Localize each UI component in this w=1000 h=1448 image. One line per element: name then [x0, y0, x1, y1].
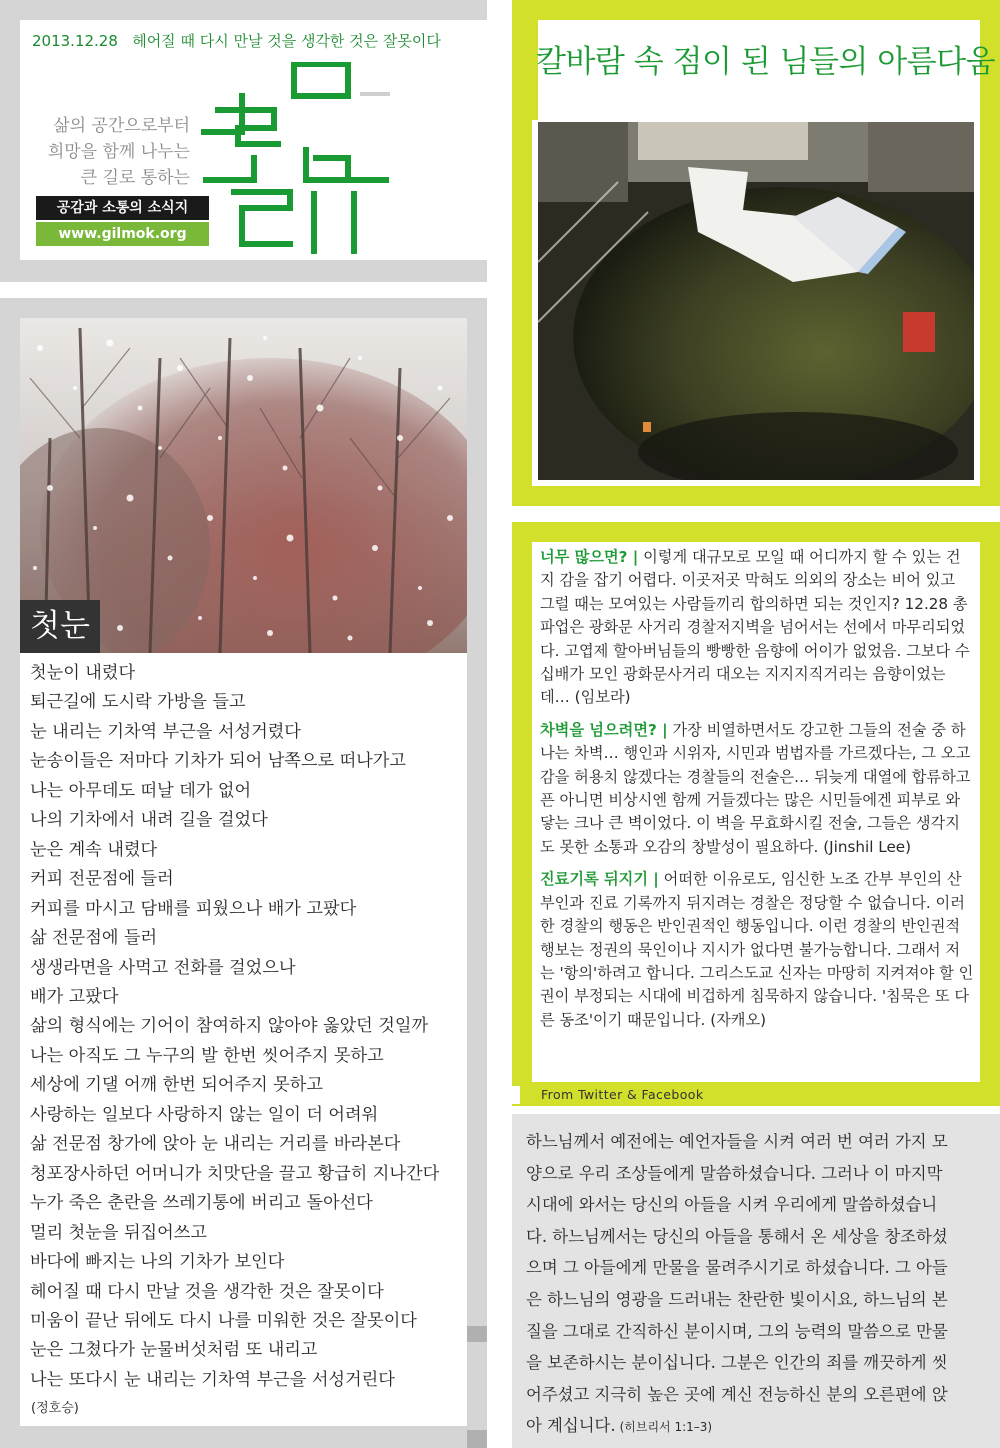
poem-line: 사랑하는 일보다 사랑하지 않는 일이 더 어려워 — [30, 1104, 379, 1125]
poem-line: 삶 전문점 창가에 앉아 눈 내리는 거리를 바라본다 — [30, 1134, 401, 1155]
poem-line: 멀리 첫눈을 뒤집어쓰고 — [30, 1222, 207, 1243]
source-bar-gap — [512, 1086, 520, 1104]
scripture-line: 양으로 우리 조상들에게 말씀하셨습니다. 그러나 이 마지막 — [526, 1163, 943, 1183]
poem-author: (정호승) — [31, 1401, 79, 1416]
poem-title-box — [20, 600, 100, 653]
poem-line: 삶 전문점에 들러 — [30, 928, 158, 949]
issue-date: 2013.12.28 — [32, 32, 118, 50]
scripture-body — [526, 1126, 992, 1444]
poem-line: 삶의 형식에는 기어이 참여하지 않아야 옳았던 것일까 — [30, 1016, 429, 1037]
scripture-line: 질을 그대로 간직하신 분이시며, 그의 능력의 말씀으로 만물 — [526, 1321, 948, 1341]
newsletter-badge: 공감과 소통의 소식지 — [36, 196, 209, 220]
poem-title: 첫눈 — [30, 608, 90, 644]
post-heading: 너무 많으면? | — [540, 548, 639, 566]
poem-line: 생생라면을 사먹고 전화를 걸었으나 — [30, 957, 296, 978]
divider-marker — [467, 1326, 487, 1342]
twitter-posts — [540, 546, 974, 1041]
tagline-line-1: 삶의 공간으로부터 — [53, 116, 190, 136]
twitter-post — [540, 546, 974, 710]
poem-line: 커피 전문점에 들러 — [30, 869, 174, 890]
poem-line: 나는 또다시 눈 내리는 기차역 부근을 서성거린다 — [30, 1369, 395, 1390]
aerial-crowd-photo — [538, 122, 974, 480]
scripture-line: 은 하느님의 영광을 드러내는 찬란한 빛이시요, 하느님의 본 — [526, 1289, 948, 1309]
issue-date-line — [32, 30, 441, 51]
poem-line: 나는 아직도 그 누구의 발 한번 씻어주지 못하고 — [30, 1045, 384, 1066]
twitter-side-accent — [512, 960, 532, 1082]
source-bar — [512, 1084, 1000, 1106]
post-text: 어떠한 이유로도, 임신한 노조 간부 부인의 산부인과 진료 기록까지 뒤지려는 경찰은 정당할 수 없습니다. 이러한 경찰의 행동은 반인권적인 행동입니다. 이런 경찰의 반인권적 행보는 정권의 묵인이나 지시가 없다면 불가능합니다. 그래서 저는 '항의'하려고 합니다. 그리스도교 신자는 마땅히 지켜져야 할 인권이 부정되는 시대에 비겁하게 침묵하지 않습니다. '침묵은 또 다른 동조'이기 때문입니다. (자캐오) — [540, 870, 974, 1029]
poem-line: 미움이 끝난 뒤에도 다시 나를 미워한 것은 잘못이다 — [30, 1310, 417, 1331]
poem-line: 세상에 기댈 어깨 한번 되어주지 못하고 — [30, 1075, 323, 1096]
source-label: From Twitter & Facebook — [541, 1087, 704, 1102]
poem-line: 눈은 그쳤다가 눈물버섯처럼 또 내리고 — [30, 1340, 318, 1361]
poem-line: 누가 죽은 춘란을 쓰레기통에 버리고 돌아선다 — [30, 1193, 373, 1214]
website-link[interactable]: www.gilmok.org — [36, 222, 209, 246]
post-text: 가장 비열하면서도 강고한 그들의 전술 중 하나는 차벽… 행인과 시위자, 시민과 범법자를 가르겠다는, 그 오고감을 허용치 않겠다는 경찰들의 전술은… 뒤늦게 대열에 합류하고픈 아니면 비상시엔 함께 거들겠다는 많은 시민들에겐 피부로 와닿는 크나 큰 벽이었다. 이 벽을 무효화시킬 전술, 그들은 생각지도 못한 소통과 오감의 창발성이 필요하다. (Jinshil Lee) — [540, 720, 971, 856]
feature-title: 칼바람 속 점이 된 님들의 아름다움 — [536, 44, 996, 80]
scripture-last-line: 아 계십니다. — [526, 1416, 616, 1436]
poem-line: 배가 고팠다 — [30, 986, 119, 1007]
scripture-line: 어주셨고 지극히 높은 곳에 계신 전능하신 분의 오른편에 앉 — [526, 1384, 948, 1404]
twitter-post — [540, 868, 974, 1032]
scripture-line: 하느님께서 예전에는 예언자들을 시켜 여러 번 여러 가지 모 — [526, 1132, 948, 1151]
scripture-line: 다. 하느님께서는 당신의 아들을 통해서 온 세상을 창조하셨 — [526, 1226, 948, 1246]
post-heading: 차벽을 넘으려면? | — [540, 720, 668, 739]
poem-body — [30, 659, 462, 1395]
logo-alt-text: 길목 — [196, 62, 198, 63]
scripture-line: 으며 그 아들에게 만물을 물려주시기로 하셨습니다. 그 아들 — [526, 1258, 948, 1278]
poem-line: 퇴근길에 도시락 가방을 들고 — [30, 692, 246, 713]
scripture-line: 시대에 와서는 당신의 아들을 시켜 우리에게 말씀하셨습니 — [526, 1195, 938, 1215]
tagline — [32, 114, 190, 194]
divider-marker — [467, 1430, 487, 1448]
poem-line: 커피를 마시고 담배를 피웠으나 배가 고팠다 — [30, 898, 357, 919]
post-heading: 진료기록 뒤지기 | — [540, 870, 659, 889]
scripture-line: 을 보존하시는 분이십니다. 그분은 인간의 죄를 깨끗하게 씻 — [526, 1353, 948, 1373]
issue-title: 헤어질 때 다시 만날 것을 생각한 것은 잘못이다 — [132, 32, 441, 50]
poem-line: 나는 아무데도 떠날 데가 없어 — [30, 780, 252, 801]
poem-line: 눈은 계속 내렸다 — [30, 839, 158, 860]
poem-line: 청포장사하던 어머니가 치맛단을 끌고 황급히 지나간다 — [30, 1163, 440, 1184]
gilmok-logo — [196, 62, 396, 254]
poem-line: 바다에 빠지는 나의 기차가 보인다 — [30, 1252, 285, 1273]
poem-line: 헤어질 때 다시 만날 것을 생각한 것은 잘못이다 — [30, 1281, 384, 1302]
twitter-post — [540, 719, 974, 859]
poem-line: 나의 기차에서 내려 길을 걸었다 — [30, 810, 268, 831]
poem-line: 첫눈이 내렸다 — [30, 663, 136, 683]
poem-line: 눈송이들은 저마다 기차가 되어 남쪽으로 떠나가고 — [30, 751, 406, 772]
scripture-reference: (히브리서 1:1–3) — [619, 1420, 713, 1435]
tagline-line-3: 큰 길로 통하는 — [80, 168, 190, 188]
scripture-line — [526, 1410, 992, 1444]
poem-line: 눈 내리는 기차역 부근을 서성거렸다 — [30, 721, 301, 742]
tagline-line-2: 희망을 함께 나누는 — [47, 142, 190, 162]
post-text: 이렇게 대규모로 모일 때 어디까지 할 수 있는 건지 감을 잡기 어렵다. 이곳저곳 막혀도 의외의 장소는 비어 있고 그럴 때는 모여있는 사람들끼리 합의하면 되는 것인지? 12.28 총파업은 광화문 사거리 경찰저지벽을 넘어서는 선에서 마무리되었다. 고엽제 할아버님들의 빵빵한 음향에 어이가 없었음. 그보다 수십배가 모인 광화문사거리 대오는 지지지직거리는 음향이었는데… (임보라) — [540, 548, 970, 707]
